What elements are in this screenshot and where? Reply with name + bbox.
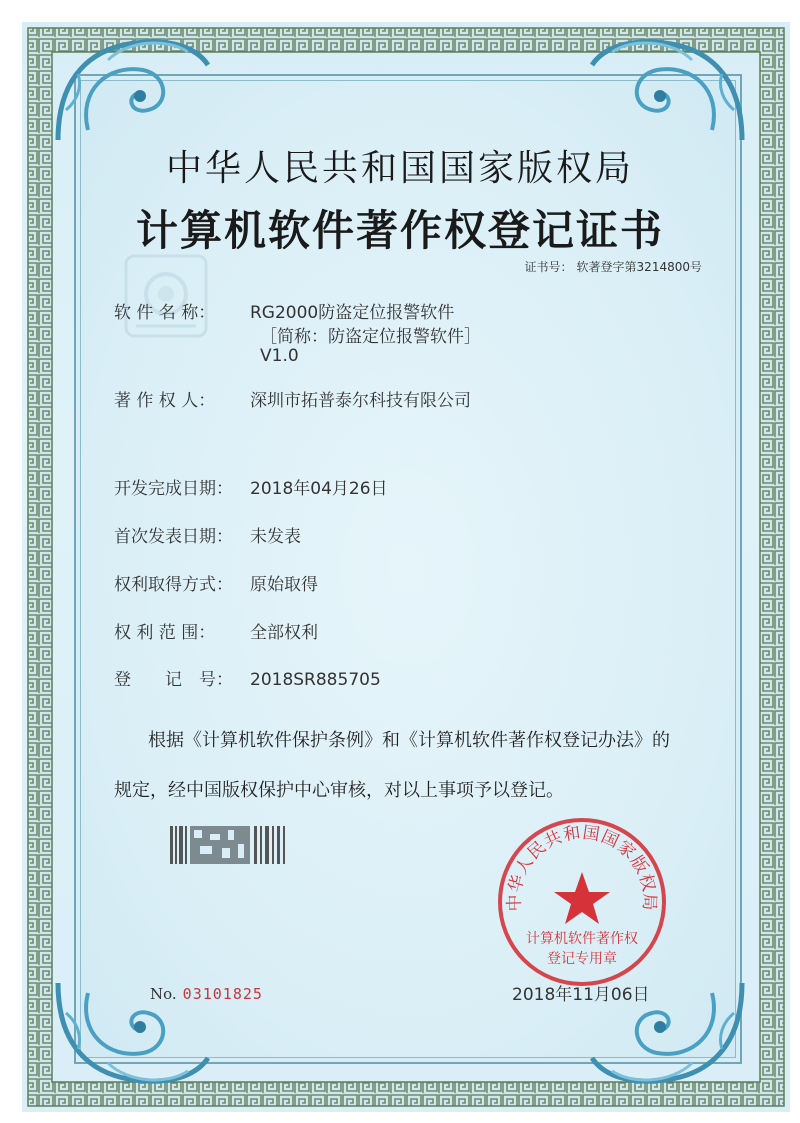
certificate-title: 计算机软件著作权登记证书 <box>135 206 664 255</box>
seal-inner-line-2: 登记专用章 <box>547 951 617 967</box>
certificate-number <box>521 258 702 275</box>
field-value: 深圳市拓普泰尔科技有限公司 <box>250 391 471 411</box>
barcode <box>170 822 288 868</box>
certificate-number-label: 证书号： <box>524 260 573 274</box>
field-software-name <box>114 298 454 323</box>
embossed-stamp-icon <box>120 250 212 342</box>
field-label: 著 作 权 人： <box>114 391 216 411</box>
statement-line-2: 规定，经中国版权保护中心审核，对以上事项予以登记。 <box>114 780 564 801</box>
field-value: 未发表 <box>250 527 301 547</box>
field-value: 2018SR885705 <box>250 670 381 690</box>
field-acquisition-method <box>114 570 318 595</box>
statement-line-1: 根据《计算机软件保护条例》和《计算机软件著作权登记办法》的 <box>148 730 670 751</box>
field-registration-number <box>114 665 381 690</box>
field-label: 权利取得方式： <box>114 575 233 595</box>
field-scope <box>114 618 318 643</box>
field-label: 开发完成日期： <box>114 479 233 499</box>
field-value: RG2000防盗定位报警软件 <box>250 303 455 323</box>
field-owner <box>114 386 471 411</box>
field-first-publish-date <box>114 522 301 547</box>
serial-prefix: No. <box>150 985 177 1003</box>
software-version: V1.0 <box>260 346 299 366</box>
field-label: 登 记 号： <box>114 670 233 690</box>
field-value: 原始取得 <box>250 575 318 595</box>
field-label: 软 件 名 称： <box>114 303 216 323</box>
field-value: 2018年04月26日 <box>250 479 388 499</box>
field-label: 权 利 范 围： <box>114 623 216 643</box>
field-label: 首次发表日期： <box>114 527 233 547</box>
corner-ornament-top-right <box>582 30 752 150</box>
issuer-heading: 中华人民共和国国家版权局 <box>165 148 634 189</box>
serial-value: 03101825 <box>182 985 263 1003</box>
issue-date: 2018年11月06日 <box>512 985 650 1005</box>
seal-star-icon <box>554 872 610 924</box>
serial-number <box>150 985 263 1003</box>
seal-ring-text: 中华人民共和国国家版权局 <box>504 822 660 912</box>
field-value: 全部权利 <box>250 623 318 643</box>
field-completion-date <box>114 474 388 499</box>
seal-inner-line-1: 计算机软件著作权 <box>526 931 638 947</box>
certificate-number-value: 软著登字第3214800号 <box>576 260 702 274</box>
software-short-name: ［简称：防盗定位报警软件］ <box>260 327 481 347</box>
corner-ornament-top-left <box>48 30 218 150</box>
